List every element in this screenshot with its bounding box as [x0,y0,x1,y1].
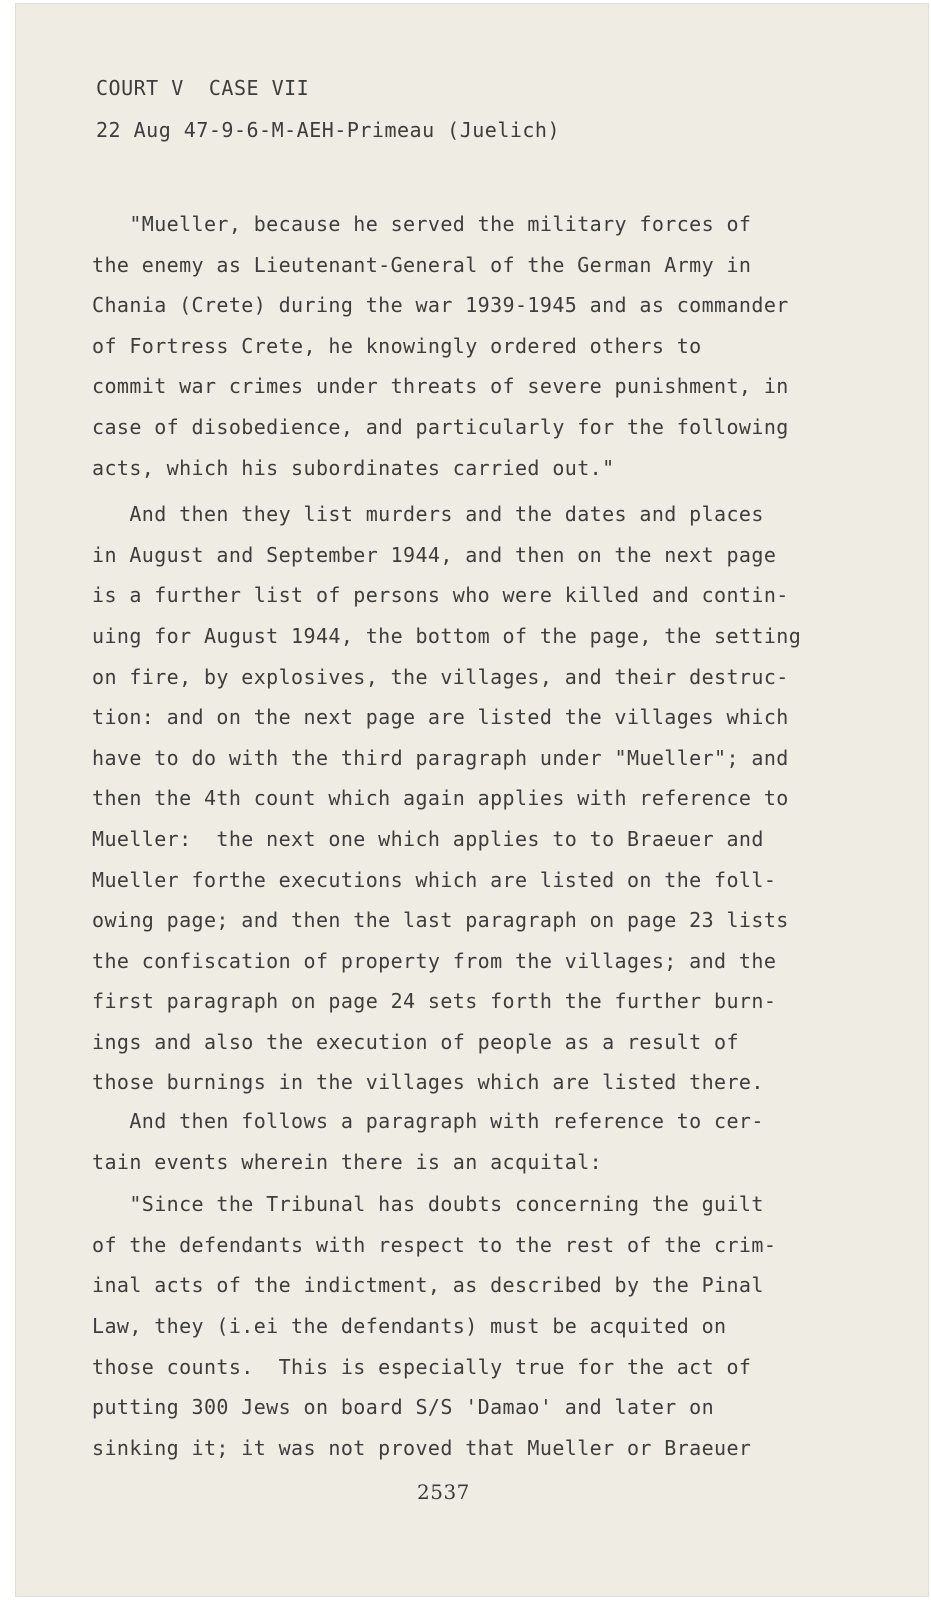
transcript-line: "Mueller, because he served the military forces of [92,212,752,236]
transcript-line: ings and also the execution of people as a result of [92,1029,739,1054]
transcript-line: And then they list murders and the dates and places [92,502,764,527]
transcript-line: owing page; and then the last paragraph on page 23 lists [92,908,789,933]
transcript-line: the confiscation of property from the villages; and the [92,948,777,973]
transcript-line: the enemy as Lieutenant-General of the German Army in [92,252,752,277]
transcript-line: of Fortress Crete, he knowingly ordered others to [92,333,702,358]
transcript-line: "Since the Tribunal has doubts concerning the guilt [92,1192,764,1217]
transcript-body [92,204,802,1462]
page-number: 2537 [417,1480,470,1504]
transcript-line: is a further list of persons who were killed and contin- [92,583,789,608]
transcript-line: acts, which his subordinates carried out." [92,455,615,480]
transcript-line: Chania (Crete) during the war 1939-1945 and as commander [92,293,789,318]
transcript-line: Mueller forthe executions which are listed on the foll- [92,867,777,892]
document-page [16,4,928,1596]
transcript-line: those burnings in the villages which are listed there. [92,1070,764,1095]
transcript-line: Mueller: the next one which applies to to Braeuer and [92,826,764,851]
transcript-line: sinking it; it was not proved that Mueller or Braeuer [92,1435,752,1460]
transcript-line: have to do with the third paragraph under "Mueller"; and [92,745,789,770]
document-header [96,76,560,160]
transcript-line: And then follows a paragraph with reference to cer- [92,1109,764,1134]
transcript-line: tion: and on the next page are listed the villages which [92,705,789,730]
transcript-line: inal acts of the indictment, as described by the Pinal [92,1273,764,1298]
transcript-line: commit war crimes under threats of severe punishment, in [92,374,789,399]
transcript-line: case of disobedience, and particularly for the following [92,414,789,439]
transcript-line: putting 300 Jews on board S/S 'Damao' and later on [92,1395,715,1420]
transcript-line: then the 4th count which again applies with reference to [92,786,789,811]
transcript-line: in August and September 1944, and then on the next page [92,542,777,567]
transcript-line: uing for August 1944, the bottom of the page, the setting [92,623,802,648]
transcript-line: on fire, by explosives, the villages, and their destruc- [92,664,789,689]
transcript-line: first paragraph on page 24 sets forth the further burn- [92,989,777,1014]
transcript-line: those counts. This is especially true for the act of [92,1354,752,1379]
transcript-line: of the defendants with respect to the rest of the crim- [92,1232,777,1257]
transcript-line: Law, they (i.ei the defendants) must be acquited on [92,1314,727,1339]
court-case-heading: COURT V CASE VII [96,76,310,100]
session-reference: 22 Aug 47-9-6-M-AEH-Primeau (Juelich) [96,118,561,142]
transcript-line: tain events wherein there is an acquital: [92,1149,603,1174]
